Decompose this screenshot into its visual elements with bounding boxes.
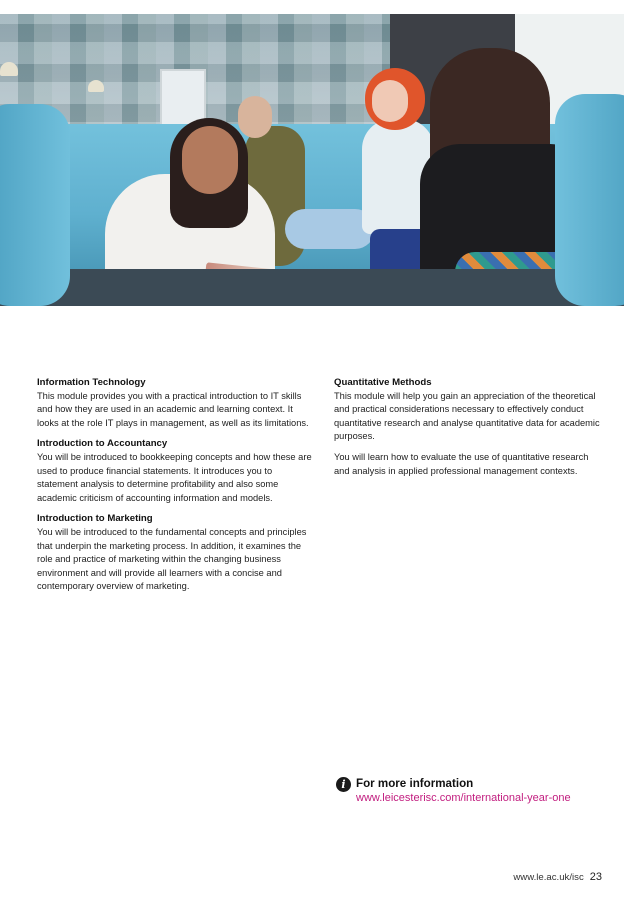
student-face bbox=[238, 96, 272, 138]
student-face bbox=[182, 126, 238, 194]
module-heading: Introduction to Accountancy bbox=[37, 438, 168, 450]
more-information-link[interactable]: www.leicesterisc.com/international-year-one bbox=[356, 792, 571, 804]
footer-url: www.le.ac.uk/isc bbox=[513, 872, 584, 883]
student-face bbox=[372, 80, 408, 122]
module-description: You will be introduced to bookkeeping concepts and how these are used to produce financial statements. It introduces you to statement analysis to determine profitability and also some academic criticism of accounting information and models. bbox=[37, 451, 312, 503]
module-quantitative-methods-more bbox=[334, 451, 604, 478]
sofa-arm-right bbox=[555, 94, 624, 306]
module-quantitative-methods bbox=[334, 376, 604, 444]
module-introduction-to-accountancy bbox=[37, 437, 315, 505]
sofa-arm-left bbox=[0, 104, 70, 306]
more-information-title: For more information bbox=[356, 777, 474, 790]
header-photo bbox=[0, 14, 624, 306]
right-column bbox=[334, 376, 604, 485]
lamp-icon bbox=[88, 80, 104, 92]
module-heading: Quantitative Methods bbox=[334, 377, 432, 388]
module-heading: Introduction to Marketing bbox=[37, 513, 153, 525]
module-introduction-to-marketing bbox=[37, 512, 315, 594]
module-description: This module provides you with a practical introduction to IT skills and how they are used in an academic and learning context. It looks at the role IT plays in management, as well as its limitations. bbox=[37, 390, 309, 428]
module-information-technology bbox=[37, 376, 315, 430]
module-description: You will learn how to evaluate the use of quantitative research and analysis in applied professional management contexts. bbox=[334, 451, 589, 476]
page-number: 23 bbox=[589, 871, 602, 883]
lamp-icon bbox=[0, 62, 18, 76]
info-icon: i bbox=[336, 777, 351, 792]
left-column bbox=[37, 376, 315, 601]
module-description: You will be introduced to the fundamental concepts and principles that underpin the marketing process. In addition, it examines the role and practice of marketing within the changing business environment and will provide all learners with a concise and contemporary overview of marketing. bbox=[37, 526, 307, 592]
page-footer bbox=[513, 871, 602, 883]
module-heading: Information Technology bbox=[37, 377, 146, 388]
sofa-base bbox=[0, 269, 624, 306]
module-description: This module will help you gain an appreciation of the theoretical and practical considerations necessary to effectively conduct quantitative research and analyse quantitative data for academic purposes. bbox=[334, 390, 600, 442]
